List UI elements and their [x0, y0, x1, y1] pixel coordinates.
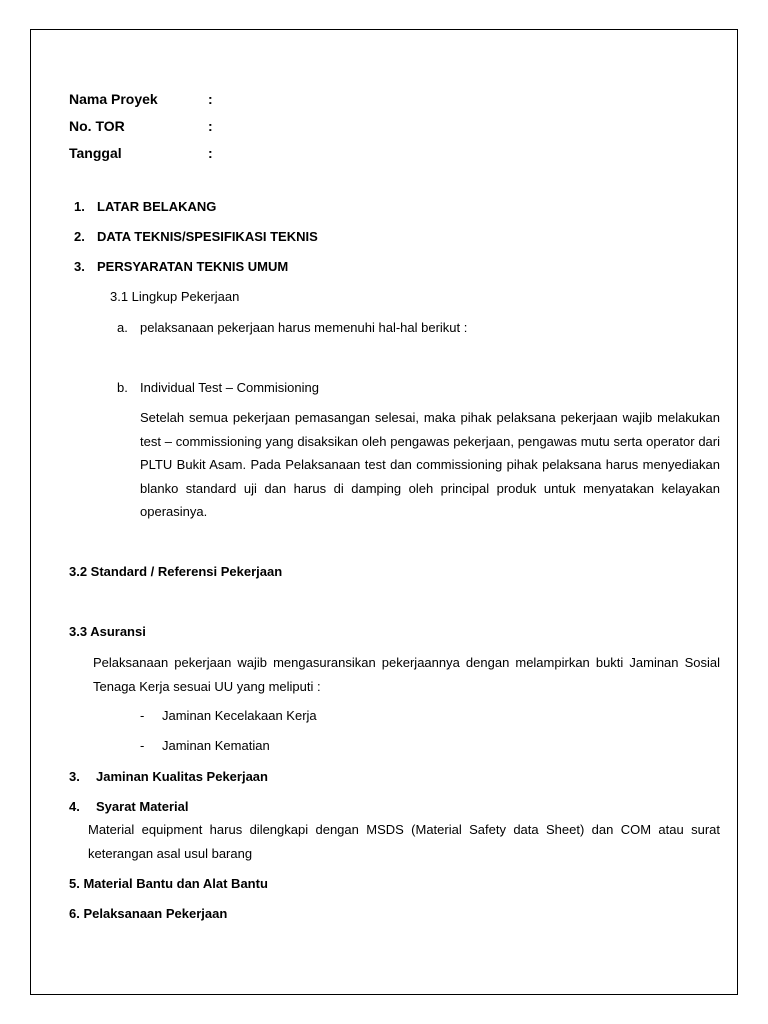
quality-section-number: 3.: [69, 769, 80, 784]
item-b-paragraph: Setelah semua pekerjaan pemasangan selesai, maka pihak pelaksana pekerjaan wajib melakukan test – commissioning yang disaksikan oleh pengawas pekerjaan, pengawas mutu serta operator dari PLTU Bukit Asam. Pada Pelaksanaan test dan commissioning pihak pelaksana harus menyediakan blanko standard uji dan harus di damping oleh principal produk untuk menyatakan kelayakan operasinya.: [140, 410, 720, 519]
bullet-dash: -: [140, 738, 145, 753]
material-section-number: 4.: [69, 799, 80, 814]
material-section-title: Syarat Material: [96, 799, 189, 814]
bullet-dash: -: [140, 708, 145, 723]
section-2-number: 2.: [74, 229, 85, 244]
item-b-marker: b.: [117, 380, 128, 395]
section-1-title: LATAR BELAKANG: [97, 199, 217, 214]
section-5-title: 5. Material Bantu dan Alat Bantu: [69, 876, 268, 891]
item-a-text: pelaksanaan pekerjaan harus memenuhi hal-hal berikut :: [140, 320, 468, 335]
section-2-title: DATA TEKNIS/SPESIFIKASI TEKNIS: [97, 229, 318, 244]
subsection-3-2-title: 3.2 Standard / Referensi Pekerjaan: [69, 564, 283, 579]
project-name-colon: :: [208, 91, 213, 107]
tor-number-label: No. TOR: [69, 118, 125, 134]
item-a-marker: a.: [117, 320, 128, 335]
material-paragraph: Material equipment harus dilengkapi dengan MSDS (Material Safety data Sheet) dan COM atau surat keterangan asal usul barang: [88, 822, 720, 861]
section-3-title: PERSYARATAN TEKNIS UMUM: [97, 259, 289, 274]
section-6-title: 6. Pelaksanaan Pekerjaan: [69, 906, 228, 921]
date-colon: :: [208, 145, 213, 161]
bullet-item: Jaminan Kematian: [162, 738, 270, 753]
bullet-item: Jaminan Kecelakaan Kerja: [162, 708, 317, 723]
date-label: Tanggal: [69, 145, 122, 161]
subsection-3-1-title: 3.1 Lingkup Pekerjaan: [110, 289, 240, 304]
insurance-paragraph: Pelaksanaan pekerjaan wajib mengasuransikan pekerjaannya dengan melampirkan bukti Jaminan Sosial Tenaga Kerja sesuai UU yang meliputi :: [93, 655, 720, 694]
quality-section-title: Jaminan Kualitas Pekerjaan: [96, 769, 268, 784]
section-3-number: 3.: [74, 259, 85, 274]
section-1-number: 1.: [74, 199, 85, 214]
subsection-3-3-title: 3.3 Asuransi: [69, 624, 146, 639]
tor-number-colon: :: [208, 118, 213, 134]
item-b-text: Individual Test – Commisioning: [140, 380, 319, 395]
project-name-label: Nama Proyek: [69, 91, 158, 107]
